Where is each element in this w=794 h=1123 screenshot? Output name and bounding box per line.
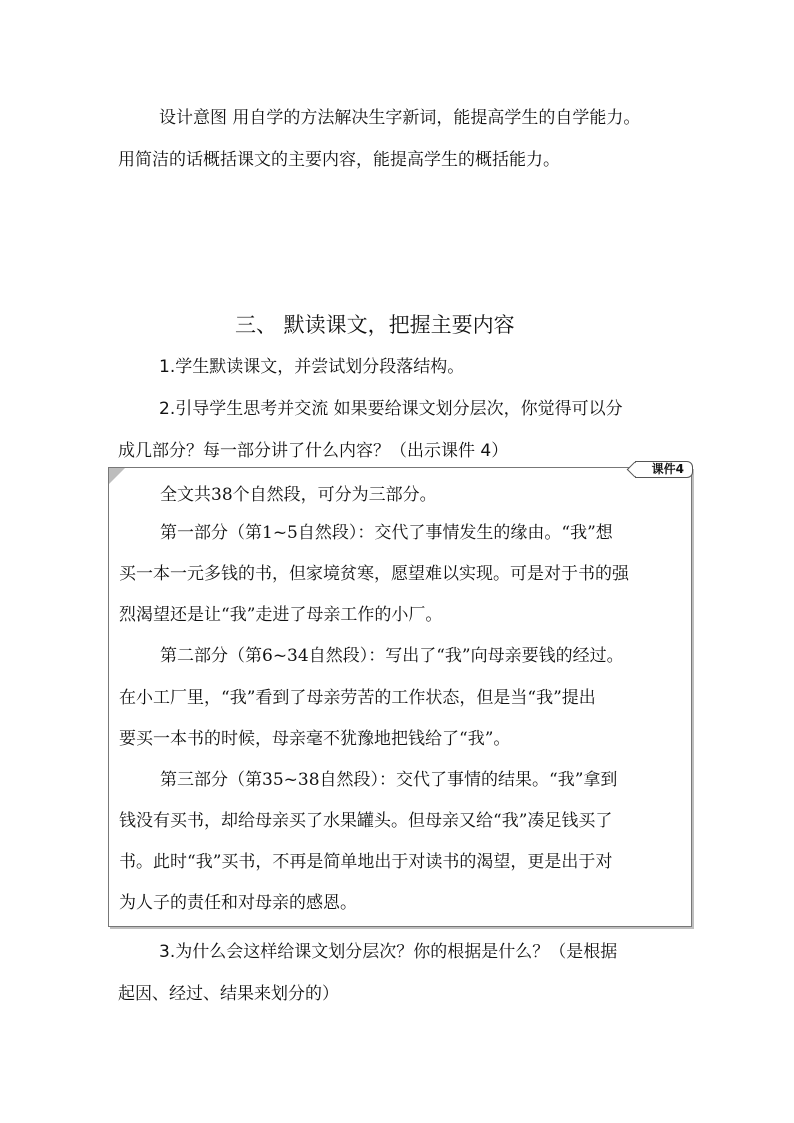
box-corner-decoration [109, 468, 125, 484]
courseware-line: 烈渴望还是让“我”走进了母亲工作的小厂。 [119, 605, 443, 625]
courseware-line: 全文共38个自然段，可分为三部分。 [160, 485, 437, 505]
design-intent-line-1: 设计意图 用自学的方法解决生字新词，能提高学生的自学能力。 [159, 108, 641, 128]
courseware-line: 在小工厂里，“我”看到了母亲劳苦的工作状态，但是当“我”提出 [119, 688, 596, 708]
section-heading: 三、 默读课文，把握主要内容 [235, 313, 515, 337]
courseware-line: 为人子的责任和对母亲的感恩。 [119, 893, 357, 913]
item-2-line-2: 成几部分？每一部分讲了什么内容？（出示课件 4） [118, 441, 509, 461]
courseware-line: 书。此时“我”买书，不再是简单地出于对读书的渴望，更是出于对 [119, 852, 613, 872]
item-3-line-2: 起因、经过、结果来划分的） [118, 984, 339, 1004]
courseware-line: 钱没有买书，却给母亲买了水果罐头。但母亲又给“我”凑足钱买了 [119, 811, 613, 831]
item-1: 1.学生默读课文，并尝试划分段落结构。 [159, 357, 465, 377]
courseware-line: 要买一本书的时候，母亲毫不犹豫地把钱给了“我”。 [119, 729, 511, 749]
item-3-line-1: 3.为什么会这样给课文划分层次？你的根据是什么？（是根据 [159, 942, 618, 962]
courseware-line: 买一本一元多钱的书，但家境贫寒，愿望难以实现。可是对于书的强 [119, 564, 629, 584]
courseware-line: 第三部分（第35~38自然段）：交代了事情的结果。“我”拿到 [160, 770, 618, 790]
courseware-line: 第二部分（第6~34自然段）：写出了“我”向母亲要钱的经过。 [160, 646, 624, 666]
courseware-box [108, 462, 692, 927]
courseware-tag: 课件4 [635, 461, 693, 478]
item-2-line-1: 2.引导学生思考并交流 如果要给课文划分层次，你觉得可以分 [159, 399, 623, 419]
courseware-line: 第一部分（第1~5自然段）：交代了事情发生的缘由。“我”想 [160, 523, 613, 543]
design-intent-line-2: 用简洁的话概括课文的主要内容，能提高学生的概括能力。 [118, 150, 560, 170]
